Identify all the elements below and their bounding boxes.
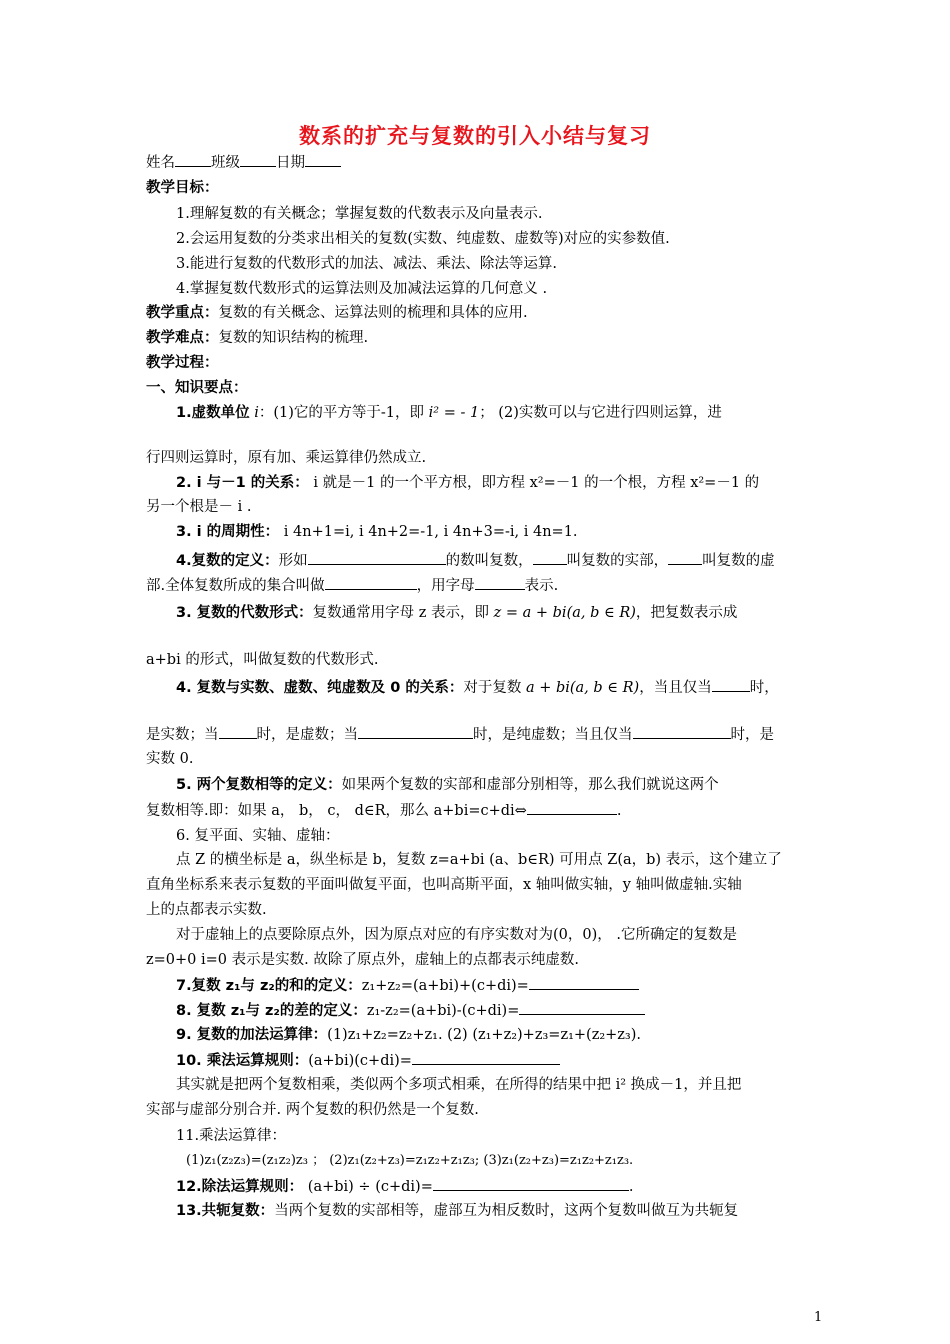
objective-2: 2.会运用复数的分类求出相关的复数(实数、纯虚数、虚数等)对应的实参数值. [176,231,670,247]
complex-plane-text-4: 对于虚轴上的点要除原点外，因为原点对应的有序实数对为(0，0)， .它所确定的复数是 [176,927,737,943]
page-number: 1 [814,1310,823,1325]
item-multiplication-laws: 11.乘法运算律： [176,1128,287,1144]
page-title: 数系的扩充与复数的引入小结与复习 [299,124,651,148]
name-blank [175,152,211,167]
process-heading: 教学过程： [146,355,219,371]
header-fields [146,152,811,173]
difficult-points: 教学难点：复数的知识结构的梳理. [146,330,369,346]
multiplication-laws-text: (1)z₁(z₂z₃)=(z₁z₂)z₃ ； (2)z₁(z₂+z₃)=z₁z₂+z₁z₃; (3)z₁(z₂+z₃)=z₁z₂+z₁z₃. [186,1153,634,1168]
complex-plane-text-2: 直角坐标系来表示复数的平面叫做复平面，也叫高斯平面，x 轴叫做实轴，y 轴叫做虚轴.实轴 [146,877,742,893]
class-blank [240,152,276,167]
date-blank [305,152,341,167]
item-algebraic-form-cont: a+bi 的形式，叫做复数的代数形式. [146,652,379,668]
item-i-period: 3. i 的周期性： i 4n+1=i, i 4n+2=-1, i 4n+3=-i, i 4n=1. [176,524,578,540]
item-multiplication-rule: 10. 乘法运算规则：(a+bi)(c+di)= [176,1050,841,1071]
key-points: 教学重点：复数的有关概念、运算法则的梳理和具体的应用. [146,305,528,321]
section-heading: 一、知识要点： [146,380,248,396]
name-label: 姓名 [146,155,175,171]
item-complex-definition: 4.复数的定义：形如 的数叫复数， 叫复数的实部， 叫复数的虚 [176,550,841,571]
item-classification: 4. 复数与实数、虚数、纯虚数及 0 的关系：对于复数 a + bi(a, b ∈ R)，当且仅当 时， [176,677,841,698]
multiplication-text-1: 其实就是把两个复数相乘，类似两个多项式相乘，在所得的结果中把 i² 换成－1，并且把 [176,1077,742,1093]
item-algebraic-form: 3. 复数的代数形式：复数通常用字母 z 表示，即 z = a + bi(a, b ∈ R)，把复数表示成 [176,605,738,621]
item-imaginary-unit-cont: 行四则运算时，原有加、乘运算律仍然成立. [146,450,427,466]
item-sum-definition: 7.复数 z₁与 z₂的和的定义：z₁+z₂=(a+bi)+(c+di)= [176,975,841,996]
objective-4: 4.掌握复数代数形式的运算法则及加减法运算的几何意义 . [176,281,548,297]
complex-plane-text-5: z=0+0 i=0 表示是实数. 故除了原点外，虚轴上的点都表示纯虚数. [146,952,579,968]
item-classification-end: 实数 0. [146,751,194,767]
objective-3: 3.能进行复数的代数形式的加法、减法、乘法、除法等运算. [176,256,557,272]
item-classification-cont: 是实数；当 时，是虚数；当 时，是纯虚数；当且仅当 时，是 [146,724,811,745]
item-complex-definition-cont: 部.全体复数所成的集合叫做 ，用字母 表示. [146,575,811,596]
item-addition-laws: 9. 复数的加法运算律：(1)z₁+z₂=z₂+z₁. (2) (z₁+z₂)+z₃=z₁+(z₂+z₃). [176,1027,642,1043]
item-imaginary-unit: 1.虚数单位 i：(1)它的平方等于-1，即 i² = - 1； (2)实数可以与它进行四则运算，进 [176,405,722,421]
item-complex-plane: 6. 复平面、实轴、虚轴： [176,828,340,844]
date-label: 日期 [276,155,305,171]
item-difference-definition: 8. 复数 z₁与 z₂的差的定义：z₁-z₂=(a+bi)-(c+di)= [176,1000,841,1021]
item-conjugate: 13.共轭复数：当两个复数的实部相等，虚部互为相反数时，这两个复数叫做互为共轭复 [176,1203,739,1219]
item-i-relation-cont: 另一个根是－ i . [146,499,252,515]
class-label: 班级 [211,155,240,171]
complex-plane-text-1: 点 Z 的横坐标是 a，纵坐标是 b，复数 z=a+bi (a、b∈R) 可用点 Z(a，b) 表示，这个建立了 [176,852,782,868]
objectives-heading: 教学目标： [146,180,219,196]
item-division-rule: 12.除法运算规则： (a+bi) ÷ (c+di)= . [176,1176,841,1197]
multiplication-text-2: 实部与虚部分别合并. 两个复数的积仍然是一个复数. [146,1102,479,1118]
objective-1: 1.理解复数的有关概念；掌握复数的代数表示及向量表示. [176,206,543,222]
item-i-relation: 2. i 与－1 的关系： i 就是－1 的一个平方根，即方程 x²=－1 的一个根，方程 x²=－1 的 [176,475,760,491]
item-equality: 5. 两个复数相等的定义：如果两个复数的实部和虚部分别相等，那么我们就说这两个 [176,777,719,793]
complex-plane-text-3: 上的点都表示实数. [146,902,267,918]
item-equality-cont: 复数相等.即：如果 a， b， c， d∈R，那么 a+bi=c+di⇔ . [146,800,811,821]
